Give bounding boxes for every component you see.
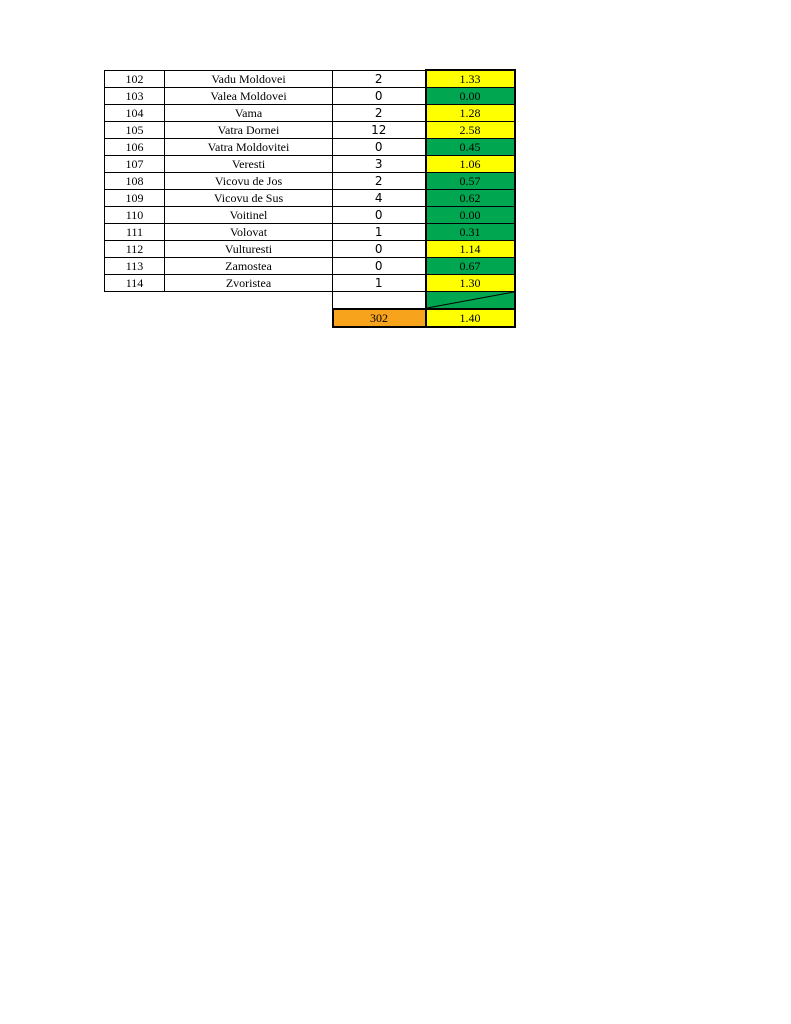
empty-count-cell <box>333 292 426 310</box>
table-row <box>105 139 515 156</box>
table-body <box>105 70 515 327</box>
row-number: 104 <box>105 105 165 122</box>
table-row <box>105 190 515 207</box>
table-row <box>105 156 515 173</box>
table-row <box>105 207 515 224</box>
rate-value: 0.62 <box>426 190 515 207</box>
rate-value: 1.30 <box>426 275 515 292</box>
total-row <box>105 309 515 327</box>
rate-value: 1.33 <box>426 70 515 88</box>
table-row <box>105 173 515 190</box>
locality-name: Valea Moldovei <box>165 88 333 105</box>
table-row <box>105 275 515 292</box>
locality-name: Vicovu de Sus <box>165 190 333 207</box>
case-count: 1 <box>333 224 426 241</box>
case-count: 0 <box>333 139 426 156</box>
rate-value: 0.31 <box>426 224 515 241</box>
case-count: 4 <box>333 190 426 207</box>
row-number: 110 <box>105 207 165 224</box>
rate-value: 0.67 <box>426 258 515 275</box>
table-row <box>105 224 515 241</box>
empty-cell <box>105 292 165 310</box>
table-row <box>105 122 515 139</box>
case-count: 0 <box>333 207 426 224</box>
locality-name: Vama <box>165 105 333 122</box>
case-count: 1 <box>333 275 426 292</box>
empty-cell <box>165 309 333 327</box>
total-count: 302 <box>333 309 426 327</box>
case-count: 2 <box>333 105 426 122</box>
locality-name: Voitinel <box>165 207 333 224</box>
row-number: 105 <box>105 122 165 139</box>
case-count: 12 <box>333 122 426 139</box>
case-count: 3 <box>333 156 426 173</box>
rate-value: 0.00 <box>426 88 515 105</box>
diagonal-cell <box>426 292 515 310</box>
row-number: 113 <box>105 258 165 275</box>
case-count: 0 <box>333 88 426 105</box>
diagonal-line-icon <box>427 292 514 308</box>
rate-value: 0.45 <box>426 139 515 156</box>
table-row <box>105 88 515 105</box>
locality-name: Vadu Moldovei <box>165 70 333 88</box>
locality-name: Vatra Dornei <box>165 122 333 139</box>
rate-value: 1.06 <box>426 156 515 173</box>
row-number: 102 <box>105 70 165 88</box>
empty-cell <box>105 309 165 327</box>
row-number: 106 <box>105 139 165 156</box>
rate-value: 1.28 <box>426 105 515 122</box>
locality-name: Veresti <box>165 156 333 173</box>
table-row <box>105 105 515 122</box>
rate-value: 0.57 <box>426 173 515 190</box>
case-count: 0 <box>333 258 426 275</box>
row-number: 109 <box>105 190 165 207</box>
rate-value: 0.00 <box>426 207 515 224</box>
row-number: 103 <box>105 88 165 105</box>
rate-value: 1.14 <box>426 241 515 258</box>
total-value: 1.40 <box>426 309 515 327</box>
table-row <box>105 258 515 275</box>
table-row <box>105 241 515 258</box>
row-number: 108 <box>105 173 165 190</box>
row-number: 114 <box>105 275 165 292</box>
locality-name: Vicovu de Jos <box>165 173 333 190</box>
locality-name: Vatra Moldovitei <box>165 139 333 156</box>
row-number: 107 <box>105 156 165 173</box>
rate-value: 2.58 <box>426 122 515 139</box>
row-number: 111 <box>105 224 165 241</box>
data-table <box>104 69 516 328</box>
empty-cell <box>165 292 333 310</box>
locality-name: Zvoristea <box>165 275 333 292</box>
table-row <box>105 70 515 88</box>
locality-name: Zamostea <box>165 258 333 275</box>
locality-name: Vulturesti <box>165 241 333 258</box>
case-count: 0 <box>333 241 426 258</box>
blank-row <box>105 292 515 310</box>
case-count: 2 <box>333 70 426 88</box>
locality-name: Volovat <box>165 224 333 241</box>
row-number: 112 <box>105 241 165 258</box>
case-count: 2 <box>333 173 426 190</box>
